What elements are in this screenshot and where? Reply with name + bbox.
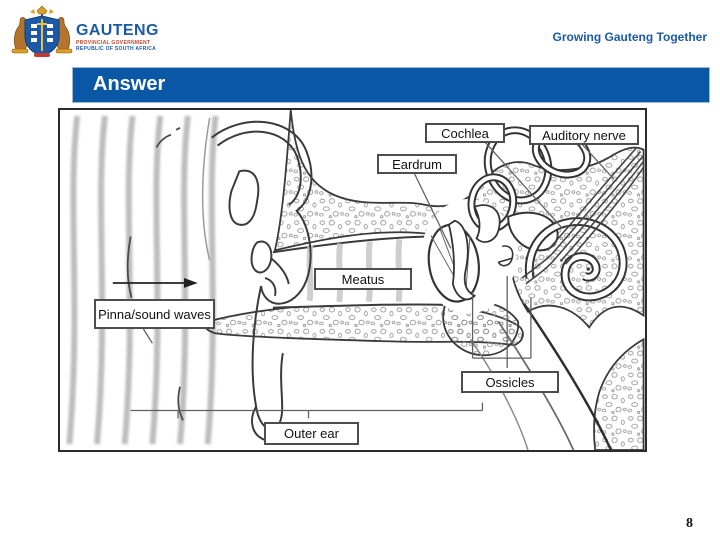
label-auditory-nerve: Auditory nerve xyxy=(529,125,639,145)
sound-waves xyxy=(69,116,215,444)
label-outer-ear: Outer ear xyxy=(264,422,359,445)
ear-anatomy-diagram xyxy=(58,108,647,452)
label-ossicles: Ossicles xyxy=(461,371,559,393)
label-pinna-sound-waves: Pinna/sound waves xyxy=(94,299,215,329)
org-text-block xyxy=(76,23,159,52)
slide-title-bar xyxy=(72,67,710,103)
face-contour-line xyxy=(203,118,210,260)
org-name: GAUTENG xyxy=(76,22,159,39)
label-cochlea: Cochlea xyxy=(425,123,505,143)
slide-title: Answer xyxy=(93,73,166,95)
label-eardrum: Eardrum xyxy=(377,154,457,174)
org-subtitle-government: PROVINCIAL GOVERNMENT xyxy=(76,40,151,46)
org-subtitle-republic: REPUBLIC OF SOUTH AFRICA xyxy=(76,46,157,52)
header-tagline: Growing Gauteng Together xyxy=(552,30,707,44)
label-meatus: Meatus xyxy=(314,268,412,290)
gauteng-coat-of-arms-logo xyxy=(10,5,74,59)
page-number: 8 xyxy=(686,516,693,531)
